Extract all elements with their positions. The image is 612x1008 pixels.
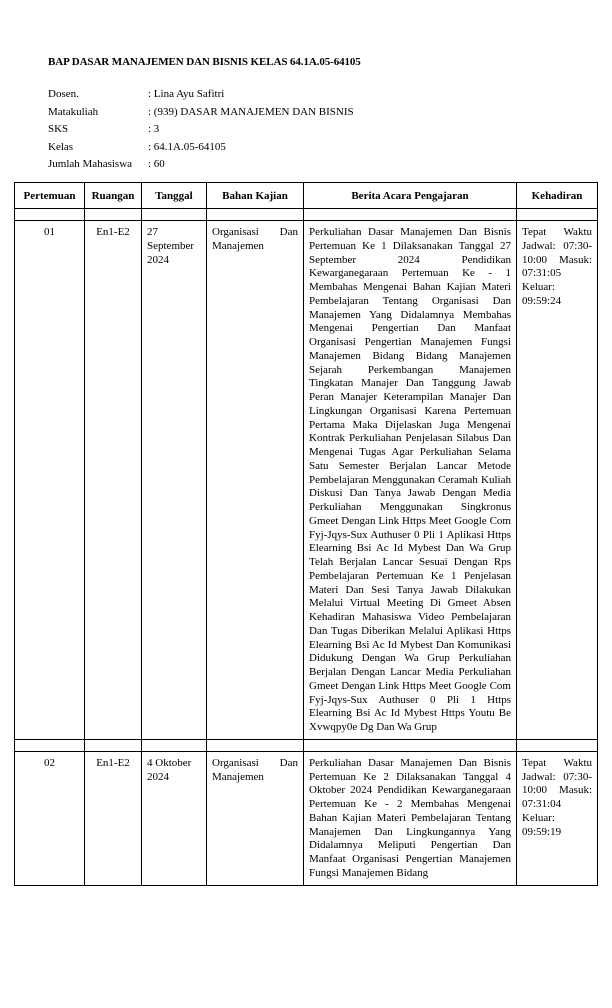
info-label: Kelas xyxy=(48,140,74,153)
info-value: : 3 xyxy=(148,123,160,135)
column-header-kehadiran: Kehadiran xyxy=(517,183,598,209)
info-label: Dosen. xyxy=(48,88,79,100)
cell-ruangan: En1-E2 xyxy=(85,221,142,740)
table-spacer xyxy=(15,209,598,221)
info-value: : (939) DASAR MANAJEMEN DAN BISNIS xyxy=(148,105,354,118)
column-header-pertemuan: Pertemuan xyxy=(15,183,85,209)
table-row xyxy=(15,221,598,740)
info-label: Jumlah Mahasiswa xyxy=(48,158,133,170)
table-row xyxy=(15,751,598,885)
info-label: SKS xyxy=(48,123,69,135)
cell-pertemuan: 02 xyxy=(15,751,85,885)
cell-kehadiran: Tepat Waktu Jadwal: 07:30-10:00 Masuk: 07:31:05 Keluar: 09:59:24 xyxy=(517,221,598,740)
cell-pertemuan: 01 xyxy=(15,221,85,740)
info-value: : 60 xyxy=(148,158,165,170)
info-label: Matakuliah xyxy=(48,105,99,118)
info-row-sks xyxy=(48,122,354,140)
cell-tanggal: 27 September 2024 xyxy=(142,221,207,740)
course-info xyxy=(48,87,354,175)
cell-bahan-kajian: Organisasi Dan Manajemen xyxy=(207,221,304,740)
cell-berita-acara: Perkuliahan Dasar Manajemen Dan Bisnis Pertemuan Ke 2 Dilaksanakan Tanggal 4 Oktober 2024 Pendidikan Kewarganegaraan Pertemuan Ke - 2 Membahas Mengenai Bahan Kajian Materi Pembelajaran Tentang Manajemen Dan Lingkungannya Yang Didalamnya Meliputi Pengertian Dan Manfaat Organisasi Pengertian Manajemen Fungsi Manajemen Bidang xyxy=(304,751,517,885)
info-value: : Lina Ayu Safitri xyxy=(148,88,225,100)
cell-tanggal: 4 Oktober 2024 xyxy=(142,751,207,885)
cell-ruangan: En1-E2 xyxy=(85,751,142,885)
info-row-matakuliah xyxy=(48,105,354,123)
info-row-kelas xyxy=(48,140,354,158)
document-title: BAP DASAR MANAJEMEN DAN BISNIS KELAS 64.1A.05-64105 xyxy=(48,56,361,68)
column-header-tanggal: Tanggal xyxy=(142,183,207,209)
info-row-jumlah-mahasiswa xyxy=(48,157,354,175)
info-value: : 64.1A.05-64105 xyxy=(148,140,226,153)
table-header-row xyxy=(15,183,598,209)
bap-table xyxy=(14,182,598,886)
cell-berita-acara: Perkuliahan Dasar Manajemen Dan Bisnis Pertemuan Ke 1 Dilaksanakan Tanggal 27 September 2024 Pendidikan Kewarganegaraan Pertemuan Ke - 1 Membahas Mengenai Bahan Kajian Materi Pembelajaran Tentang Organisasi Dan Manajemen Yang Didalamnya Membahas Mengenai Pengertian Dan Manfaat Organisasi Pengertian Manajemen Fungsi Manajemen Bidang Bidang Manajemen Sejarah Perkembangan Manajemen Tingkatan Manajer Dan Tanggung Jawab Peran Manajer Keterampilan Manajer Dan Lingkungan Organisasi Karena Pertemuan Pertama Maka Dijelaskan Juga Mengenai Kontrak Perkuliahan Penjelasan Silabus Dan Mengenai Tugas Agar Perkuliahan Selama Satu Semester Berjalan Lancar Metode Pembelajaran Menggunakan Ceramah Kuliah Diskusi Dan Tanya Jawab Dengan Media Perkuliahan Menggunakan Singkronus Gmeet Dengan Link Https Meet Google Com Fyj-Jqys-Sux Authuser 0 Pli 1 Aplikasi Https Elearning Bsi Ac Id Mybest Dan Wa Grup Telah Berjalan Lancar Sesuai Dengan Rps Pembelajaran Pertemuan Ke 1 Penjelasan Materi Dan Sesi Tanya Jawab Dilakukan Melalui Virtual Meeting Di Gmeet Absen Kehadiran Mahasiswa Video Pembelajaran Dan Tugas Diberikan Melalui Aplikasi Https Elearning Bsi Ac Id Mybest Dan Komunikasi Didukung Dengan Wa Grup Perkuliahan Berjalan Dengan Lancar Media Perkuliahan Gmeet Dengan Link Https Meet Google Com Fyj-Jqys-Sux Authuser 0 Pli 1 Https Elearning Bsi Ac Id Mybest Https Youtu Be Xvwqpy0e Dg Dan Wa Grup xyxy=(304,221,517,740)
info-row-dosen xyxy=(48,87,354,105)
column-header-berita-acara: Berita Acara Pengajaran xyxy=(304,183,517,209)
cell-bahan-kajian: Organisasi Dan Manajemen xyxy=(207,751,304,885)
column-header-ruangan: Ruangan xyxy=(85,183,142,209)
cell-kehadiran: Tepat Waktu Jadwal: 07:30-10:00 Masuk: 07:31:04 Keluar: 09:59:19 xyxy=(517,751,598,885)
column-header-bahan-kajian: Bahan Kajian xyxy=(207,183,304,209)
table-spacer xyxy=(15,739,598,751)
